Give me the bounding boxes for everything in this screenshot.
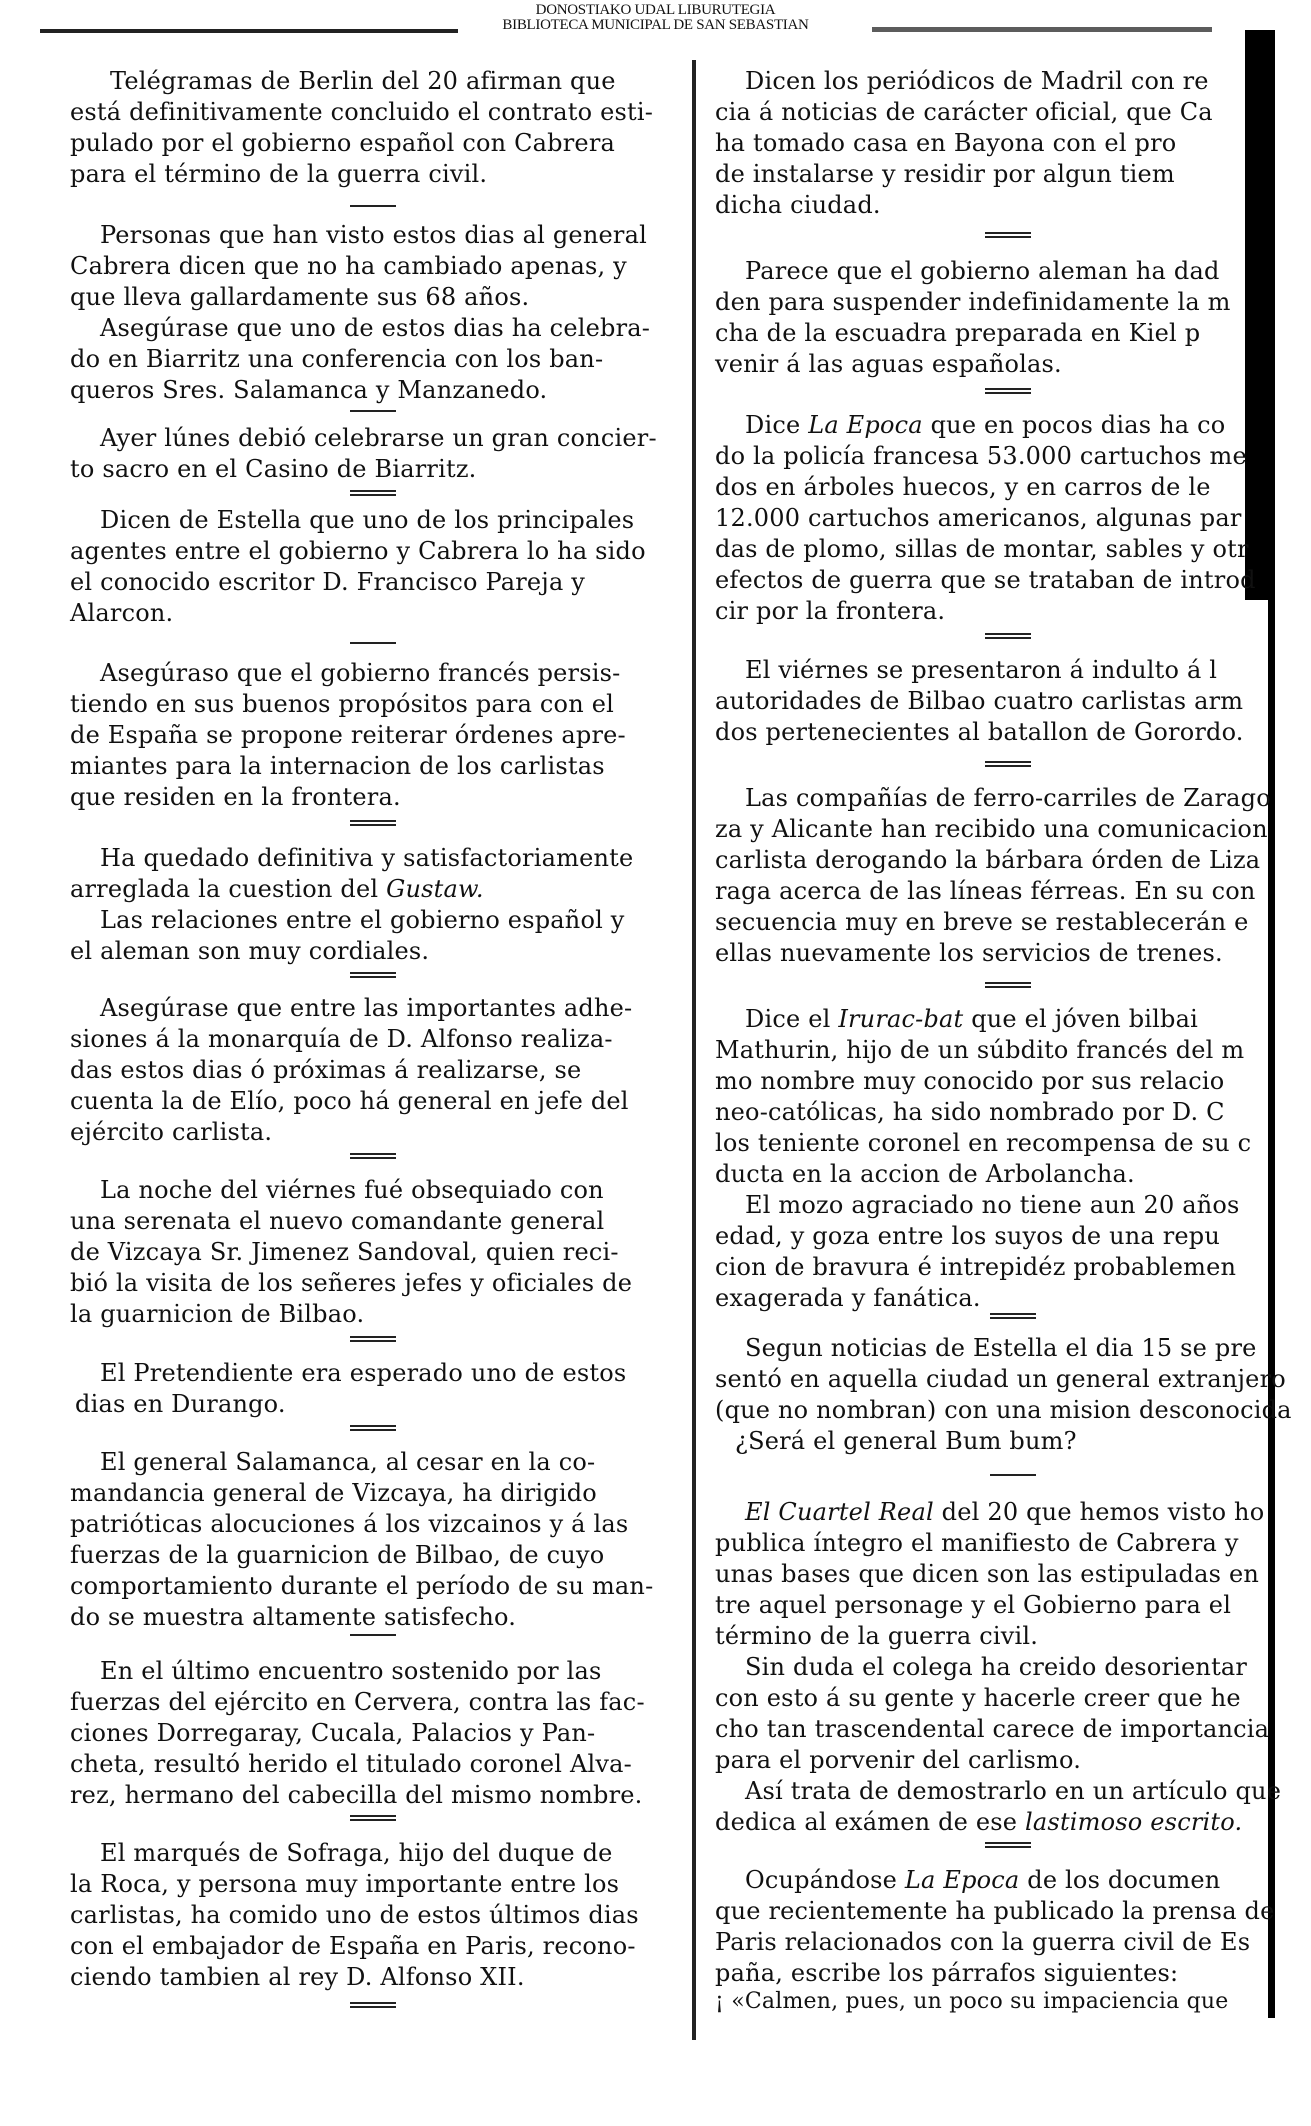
text-line: edad, y goza entre los suyos de una repu xyxy=(715,1222,1221,1250)
text-line: que lleva gallardamente sus 68 años. xyxy=(70,283,530,311)
text-line xyxy=(745,410,1225,440)
text-segment: Ocupándose xyxy=(745,1866,905,1894)
separator-double-rule xyxy=(985,232,1031,238)
separator-rule xyxy=(350,205,396,207)
text-line: Parece que el gobierno aleman ha dad xyxy=(745,257,1220,285)
separator-double-rule xyxy=(350,1815,396,1821)
newspaper-title-italic: El Cuartel Real xyxy=(745,1498,934,1526)
text-line: los teniente coronel en recompensa de su c xyxy=(715,1129,1252,1157)
text-line: cha de la escuadra preparada en Kiel p xyxy=(715,319,1201,347)
text-line: dias en Durango. xyxy=(75,1390,286,1418)
text-line: den para suspender indefinidamente la m xyxy=(715,288,1231,316)
text-line: de Vizcaya Sr. Jimenez Sandoval, quien reci- xyxy=(70,1238,619,1266)
text-line: carlistas, ha comido uno de estos últimos dias xyxy=(70,1901,639,1929)
text-line: fuerzas de la guarnicion de Bilbao, de cuyo xyxy=(70,1541,605,1569)
text-line: neo-católicas, ha sido nombrado por D. C xyxy=(715,1098,1225,1126)
text-line: ha tomado casa en Bayona con el pro xyxy=(715,129,1177,157)
text-line: término de la guerra civil. xyxy=(715,1622,1039,1650)
text-line: está definitivamente concluido el contrato esti- xyxy=(70,98,654,126)
text-line: das estos dias ó próximas á realizarse, se xyxy=(70,1056,582,1084)
text-line: para el término de la guerra civil. xyxy=(70,160,488,188)
text-line: Dicen de Estella que uno de los principales xyxy=(100,506,635,534)
separator-double-rule xyxy=(990,1313,1036,1319)
text-line: El viérnes se presentaron á indulto á l xyxy=(745,656,1218,684)
text-line: Las compañías de ferro-carriles de Zarago xyxy=(745,784,1271,812)
text-line: do se muestra altamente satisfecho. xyxy=(70,1603,517,1631)
text-line: para el porvenir del carlismo. xyxy=(715,1746,1082,1774)
text-line: tre aquel personage y el Gobierno para el xyxy=(715,1591,1232,1619)
separator-double-rule xyxy=(350,1336,396,1342)
scan-dark-edge xyxy=(1245,30,1275,600)
text-segment: dedica al exámen de ese xyxy=(715,1808,1026,1836)
text-line: mo nombre muy conocido por sus relacio xyxy=(715,1067,1225,1095)
text-line: ciendo tambien al rey D. Alfonso XII. xyxy=(70,1963,525,1991)
header-rule-right xyxy=(872,27,1212,32)
separator-double-rule xyxy=(350,490,396,496)
text-line: efectos de guerra que se trataban de introd xyxy=(715,566,1256,594)
text-line: Cabrera dicen que no ha cambiado apenas, y xyxy=(70,252,627,280)
text-line: Las relaciones entre el gobierno español y xyxy=(100,906,625,934)
text-line: do la policía francesa 53.000 cartuchos me xyxy=(715,442,1247,470)
text-line: bió la visita de los señeres jefes y oficiales de xyxy=(70,1269,633,1297)
text-line: En el último encuentro sostenido por las xyxy=(100,1657,602,1685)
text-line: Asegúrase que uno de estos dias ha celebra- xyxy=(100,314,651,342)
separator-double-rule xyxy=(350,820,396,826)
text-line: cuenta la de Elío, poco há general en jefe del xyxy=(70,1087,629,1115)
header-rule-left xyxy=(40,29,458,33)
text-line: La noche del viérnes fué obsequiado con xyxy=(100,1176,604,1204)
text-segment: Dice el xyxy=(745,1005,839,1033)
text-segment: del 20 que hemos visto ho xyxy=(933,1498,1265,1526)
text-line: Telégramas de Berlin del 20 afirman que xyxy=(110,67,616,95)
text-line: Ayer lúnes debió celebrarse un gran concier- xyxy=(100,424,657,452)
text-line: unas bases que dicen son las estipuladas en xyxy=(715,1560,1260,1588)
newspaper-title-italic: La Epoca xyxy=(808,411,923,439)
separator-rule xyxy=(350,410,396,412)
text-line: Segun noticias de Estella el dia 15 se pre xyxy=(745,1334,1257,1362)
text-line: dos pertenecientes al batallon de Gorordo. xyxy=(715,718,1244,746)
newspaper-title-italic: Irurac-bat xyxy=(838,1005,964,1033)
text-line: secuencia muy en breve se restablecerán e xyxy=(715,908,1249,936)
text-line: el aleman son muy cordiales. xyxy=(70,937,430,965)
text-line: El general Salamanca, al cesar en la co- xyxy=(100,1448,596,1476)
text-line: Asegúrase que entre las importantes adhe- xyxy=(100,994,633,1022)
text-line: exagerada y fanática. xyxy=(715,1284,981,1312)
text-line: raga acerca de las líneas férreas. En su con xyxy=(715,877,1256,905)
text-line: que recientemente ha publicado la prensa de xyxy=(715,1897,1275,1925)
text-line: autoridades de Bilbao cuatro carlistas arm xyxy=(715,687,1244,715)
text-line: 12.000 cartuchos americanos, algunas par xyxy=(715,504,1242,532)
text-line: (que no nombran) con una mision desconocida xyxy=(715,1396,1292,1424)
text-line xyxy=(745,1497,1264,1527)
text-line: dos en árboles huecos, y en carros de le xyxy=(715,473,1211,501)
text-line xyxy=(745,1004,1198,1034)
text-segment: que en pocos dias ha co xyxy=(930,411,1226,439)
separator-double-rule xyxy=(985,982,1031,988)
library-header-spanish: BIBLIOTECA MUNICIPAL DE SAN SEBASTIAN xyxy=(502,17,809,33)
text-line: ducta en la accion de Arbolancha. xyxy=(715,1160,1135,1188)
ship-name-italic: Gustaw. xyxy=(386,875,484,903)
separator-double-rule xyxy=(985,761,1031,767)
separator-rule xyxy=(350,642,396,644)
text-line: queros Sres. Salamanca y Manzanedo. xyxy=(70,376,548,404)
text-line: Alarcon. xyxy=(70,599,174,627)
text-line: El marqués de Sofraga, hijo del duque de xyxy=(100,1839,613,1867)
text-line: Ha quedado definitiva y satisfactoriamente xyxy=(100,844,634,872)
text-line: agentes entre el gobierno y Cabrera lo ha sido xyxy=(70,537,646,565)
text-line: patrióticas alocuciones á los vizcainos y á las xyxy=(70,1510,629,1538)
text-line: pulado por el gobierno español con Cabrera xyxy=(70,129,616,157)
text-line: carlista derogando la bárbara órden de Liza xyxy=(715,846,1261,874)
text-line: cheta, resultó herido el titulado coronel Alva- xyxy=(70,1750,632,1778)
text-line: paña, escribe los párrafos siguientes: xyxy=(715,1959,1179,1987)
separator-rule xyxy=(990,1474,1036,1476)
text-line: to sacro en el Casino de Biarritz. xyxy=(70,455,477,483)
text-line: Asegúraso que el gobierno francés persis- xyxy=(100,659,621,687)
text-line: de España se propone reiterar órdenes apre- xyxy=(70,721,626,749)
separator-double-rule xyxy=(985,633,1031,639)
text-line: la Roca, y persona muy importante entre los xyxy=(70,1870,620,1898)
text-segment: que el jóven bilbai xyxy=(963,1005,1198,1033)
text-line: con esto á su gente y hacerle creer que he xyxy=(715,1684,1241,1712)
text-line: dicha ciudad. xyxy=(715,191,881,219)
text-line: Personas que han visto estos dias al general xyxy=(100,221,647,249)
text-line: das de plomo, sillas de montar, sables y otr xyxy=(715,535,1249,563)
separator-double-rule xyxy=(350,972,396,978)
text-line: con el embajador de España en Paris, recono- xyxy=(70,1932,636,1960)
text-line: sentó en aquella ciudad un general extranjero xyxy=(715,1365,1286,1393)
text-line: ciones Dorregaray, Cucala, Palacios y Pan- xyxy=(70,1719,596,1747)
text-line: do en Biarritz una conferencia con los ban- xyxy=(70,345,604,373)
text-line xyxy=(70,874,484,904)
text-line: za y Alicante han recibido una comunicacion xyxy=(715,815,1268,843)
text-line: de instalarse y residir por algun tiem xyxy=(715,160,1175,188)
separator-double-rule xyxy=(985,388,1031,394)
text-line: cion de bravura é intrepidéz probablemen xyxy=(715,1253,1237,1281)
text-line: Sin duda el colega ha creido desorientar xyxy=(745,1653,1248,1681)
text-line: cir por la frontera. xyxy=(715,597,946,625)
text-line: Paris relacionados con la guerra civil de Es xyxy=(715,1928,1251,1956)
separator-double-rule xyxy=(985,1842,1031,1848)
text-line: la guarnicion de Bilbao. xyxy=(70,1300,365,1328)
text-line: miantes para la internacion de los carlistas xyxy=(70,752,605,780)
text-line: Dicen los periódicos de Madril con re xyxy=(745,67,1209,95)
separator-double-rule xyxy=(350,1153,396,1159)
separator-double-rule xyxy=(350,2002,396,2008)
text-line: ejército carlista. xyxy=(70,1118,273,1146)
text-segment: Dice xyxy=(745,411,809,439)
text-line: fuerzas del ejército en Cervera, contra las fac- xyxy=(70,1688,645,1716)
separator-double-rule xyxy=(350,1425,396,1431)
newspaper-title-italic: La Epoca xyxy=(904,1866,1020,1894)
text-line: publica íntegro el manifiesto de Cabrera y xyxy=(715,1529,1239,1557)
text-line: El mozo agraciado no tiene aun 20 años xyxy=(745,1191,1240,1219)
text-line: cho tan trascendental carece de importancia xyxy=(715,1715,1270,1743)
text-segment: de los documen xyxy=(1019,1866,1221,1894)
text-line: rez, hermano del cabecilla del mismo nombre. xyxy=(70,1781,643,1809)
text-line: El Pretendiente era esperado uno de estos xyxy=(100,1359,627,1387)
text-line: ellas nuevamente los servicios de trenes. xyxy=(715,939,1223,967)
text-line: cia á noticias de carácter oficial, que Ca xyxy=(715,98,1213,126)
text-line: Así trata de demostrarlo en un artículo que xyxy=(745,1777,1282,1805)
column-divider xyxy=(692,60,696,2040)
text-line xyxy=(745,1865,1220,1895)
text-line: tiendo en sus buenos propósitos para con el xyxy=(70,690,614,718)
text-segment: arreglada la cuestion del xyxy=(70,875,387,903)
text-line: Mathurin, hijo de un súbdito francés del m xyxy=(715,1036,1245,1064)
separator-rule xyxy=(350,1634,396,1636)
text-line: el conocido escritor D. Francisco Pareja y xyxy=(70,568,586,596)
text-line: siones á la monarquía de D. Alfonso realiza- xyxy=(70,1025,613,1053)
text-line: ¿Será el general Bum bum? xyxy=(735,1427,1077,1455)
text-line: comportamiento durante el período de su man- xyxy=(70,1572,654,1600)
text-line: mandancia general de Vizcaya, ha dirigido xyxy=(70,1479,597,1507)
text-line: ¡ «Calmen, pues, un poco su impaciencia que xyxy=(715,1989,1229,2014)
text-line: venir á las aguas españolas. xyxy=(715,350,1062,378)
text-line: una serenata el nuevo comandante general xyxy=(70,1207,605,1235)
library-header-basque: DONOSTIAKO UDAL LIBURUTEGIA xyxy=(535,2,776,18)
text-line xyxy=(715,1807,1242,1837)
text-line: que residen en la frontera. xyxy=(70,783,401,811)
quoted-phrase-italic: lastimoso escrito. xyxy=(1025,1808,1243,1836)
